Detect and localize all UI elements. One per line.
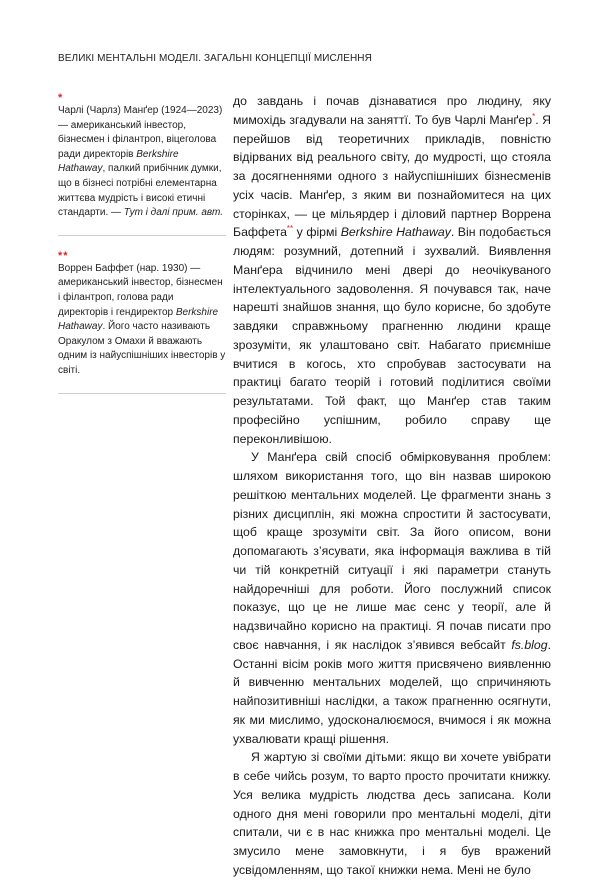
footnote-text-continued: , палкий прибічник думки, що в бізнесі потрібні елементарна життєва мудрість і високі етичні стандарти. — [58, 163, 222, 219]
footnote-editor-note: Тут і далі прим. авт. [123, 207, 224, 219]
text-run: . Я перейшов від теоретичних прикладів, повністю відірваних від реального світу, до мудрості, що стояла за досягненнями одного з найуспішніших бізнесменів усіх часів. Манґер, з яким ви познайомитеся на цих сторінках, — це мільярдер і діловий партнер Воррена Баффета [233, 112, 551, 240]
company-name: Berkshire Hathaway [340, 225, 451, 240]
footnote-text: Чарлі (Чарлз) Манґер (1924—2023) — американський інвестор, бізнесмен і філантроп, віцеголова ради директорів [58, 105, 223, 160]
footnote-company: Berkshire Hathaway [58, 148, 179, 175]
footnote-company: Berkshire Hathaway [58, 306, 219, 333]
running-title: ВЕЛИКІ МЕНТАЛЬНІ МОДЕЛІ. ЗАГАЛЬНІ КОНЦЕПЦІЇ МИСЛЕННЯ [58, 53, 372, 64]
footnote-ref[interactable]: ** [286, 224, 294, 234]
body-text [233, 92, 551, 880]
paragraph-1 [233, 92, 551, 448]
paragraph-3: Я жартую зі своїми дітьми: якщо ви хочете увібрати в себе чийсь розум, то варто просто прочитати книжку. Уся велика мудрість людства десь записана. Коли одного дня мені говорили про ментальні моделі, діти спитали, чи є в нас книжка про ментальні моделі. Це змусило мене замовкнути, і я був вражений усвідомленням, що такої книжки нема. Мені не було [233, 750, 551, 877]
footnote-text: Воррен Баффет (нар. 1930) — американський інвестор, бізнесмен і філантроп, голова ради директорів і гендиректор [58, 262, 223, 318]
footnotes-sidebar [58, 92, 226, 408]
footnote-marker: ** [58, 249, 69, 262]
text-run: до завдань і почав дізнаватися про людину, яку мимохідь згадували на заняттї. То був Чарлі Манґер [233, 94, 551, 127]
text-run: У Манґера свій спосіб обмірковування проблем: шляхом використання того, що він назвав широкою решіткою ментальних моделей. Це фрагменти знань з різних дисциплін, які можна спростити й застосувати, щоб краще зрозуміти світ. За його описом, вони допомагають з’ясувати, яка інформація важлива в тій чи тій конкретній ситуації і які параметри стануть найдоречніші для роботи. Його послужний список показує, що це не лише має сенс у теорії, але й надзвичайно корисно на практиці. Я почав писати про своє навчання, і як наслідок з’явився вебсайт [233, 450, 551, 652]
footnote-ref[interactable]: * [532, 111, 536, 121]
footnote-marker: * [58, 92, 64, 104]
website-name: fs.blog [511, 637, 548, 652]
footnote-1 [58, 92, 226, 221]
text-run: . Останні вісім років мого життя присвячено виявленню й вивченню ментальних моделей, що спричиняють найпозитивніші наслідки, а також прагненню осягнути, як ми мислимо, удосконалюємося, вчимося і як можна ухвалювати кращі рішення. [233, 637, 551, 746]
footnote-2 [58, 250, 226, 379]
text-run: . Він подобається людям: розумний, дотепний і зухвалий. Виявлення Манґера відчинило мені двері до неочікуваного інтелектуального задоволення. Я почувався так, наче нарешті знайшов знання, що було корисне, бо здобуте завдяки справжньому прагненню людини краще зрозуміти, як улаштовано світ. Набагато приємніше вчитися в когось, хто спробував застосувати на практиці багато теорій і готовий поділитися своїми результатами. Той факт, що Манґер став таким професійно успішним, робило справу ще переконливішою. [233, 225, 551, 446]
footnote-divider [58, 235, 226, 236]
footnote-divider [58, 393, 226, 394]
footnote-text-continued: . Його часто називають Оракулом з Омахи й вважають одним із найуспішніших інвесторів у світі. [58, 321, 226, 376]
text-run: у фірмі [293, 225, 341, 240]
paragraph-2 [233, 448, 551, 748]
